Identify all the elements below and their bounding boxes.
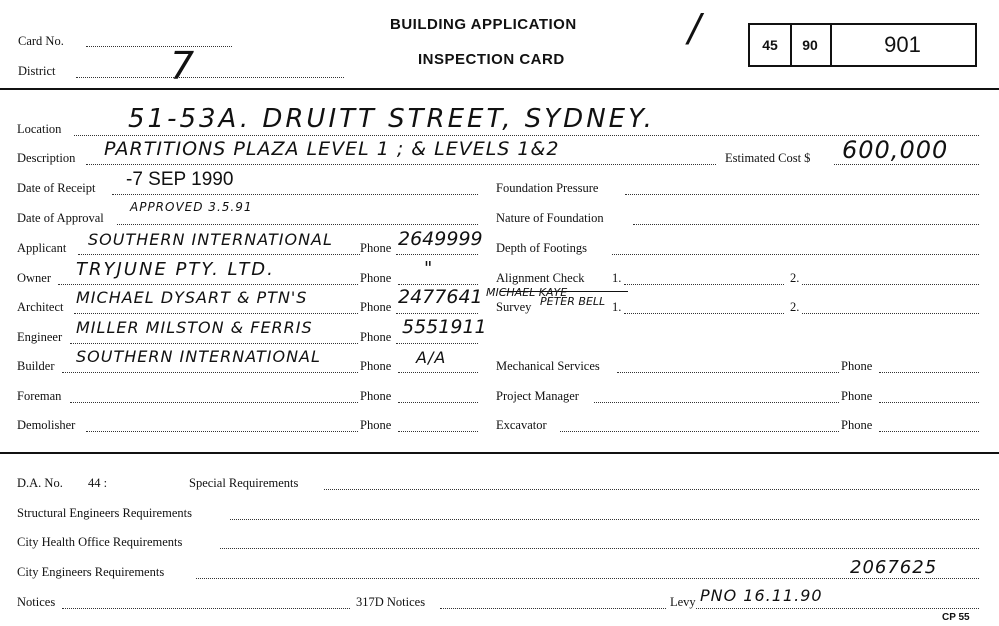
owner-phone-label: Phone bbox=[360, 271, 392, 285]
special-requirements-label: Special Requirements bbox=[189, 476, 299, 490]
survey-1: 1. bbox=[612, 300, 622, 314]
location-label: Location bbox=[17, 122, 62, 136]
city-health-label: City Health Office Requirements bbox=[17, 535, 183, 549]
demolisher-phone-label: Phone bbox=[360, 418, 392, 432]
architect-phone-label: Phone bbox=[360, 300, 392, 314]
foreman-dotted-line bbox=[70, 402, 358, 403]
builder-phone-label: Phone bbox=[360, 359, 392, 373]
date-of-receipt-dotted-line bbox=[112, 194, 478, 195]
foreman-label: Foreman bbox=[17, 389, 62, 403]
date-of-approval-value: APPROVED 3.5.91 bbox=[130, 200, 253, 214]
date-of-approval-label: Date of Approval bbox=[17, 211, 104, 225]
alignment-check-1: 1. bbox=[612, 271, 622, 285]
engineer-value: MILLER MILSTON & FERRIS bbox=[76, 318, 313, 337]
demolisher-label: Demolisher bbox=[17, 418, 76, 432]
card-no-dotted-line bbox=[86, 46, 232, 47]
architect-label: Architect bbox=[17, 300, 64, 314]
alignment-check-label: Alignment Check bbox=[496, 271, 585, 285]
notices-317d-label: 317D Notices bbox=[356, 595, 426, 609]
builder-value: SOUTHERN INTERNATIONAL bbox=[76, 347, 321, 366]
survey-1-dotted-line bbox=[624, 313, 784, 314]
builder-phone-dotted-line bbox=[398, 372, 478, 373]
estimated-cost-value: 600,000 bbox=[842, 136, 949, 164]
location-value: 51-53A. DRUITT STREET, SYDNEY. bbox=[128, 104, 655, 134]
form-code: CP 55 bbox=[942, 612, 970, 623]
applicant-phone-dotted-line bbox=[396, 254, 478, 255]
section-divider bbox=[0, 452, 999, 454]
city-engineers-label: City Engineers Requirements bbox=[17, 565, 165, 579]
mechanical-services-phone-dotted-line bbox=[879, 372, 979, 373]
excavator-phone-label: Phone bbox=[841, 418, 873, 432]
card-no-label: Card No. bbox=[18, 34, 64, 48]
notices-label: Notices bbox=[17, 595, 56, 609]
da-no-value: 44 : bbox=[88, 476, 108, 490]
district-label: District bbox=[18, 64, 56, 78]
estimated-cost-dotted-line bbox=[834, 164, 979, 165]
alignment-check-2-dotted-line bbox=[802, 284, 979, 285]
owner-value: TRYJUNE PTY. LTD. bbox=[76, 259, 275, 280]
demolisher-dotted-line bbox=[86, 431, 358, 432]
builder-dotted-line bbox=[62, 372, 358, 373]
structural-engineers-label: Structural Engineers Requirements bbox=[17, 506, 192, 520]
description-value: PARTITIONS PLAZA LEVEL 1 ; & LEVELS 1&2 bbox=[104, 138, 560, 160]
title-line-2: INSPECTION CARD bbox=[418, 51, 565, 68]
engineer-phone-value: 5551911 bbox=[402, 316, 487, 338]
demolisher-phone-dotted-line bbox=[398, 431, 478, 432]
applicant-phone-label: Phone bbox=[360, 241, 392, 255]
depth-of-footings-dotted-line bbox=[612, 254, 979, 255]
engineer-phone-label: Phone bbox=[360, 330, 392, 344]
owner-phone-dotted-line bbox=[398, 284, 478, 285]
applicant-phone-value: 2649999 bbox=[398, 228, 483, 250]
excavator-label: Excavator bbox=[496, 418, 547, 432]
mechanical-services-label: Mechanical Services bbox=[496, 359, 600, 373]
city-health-dotted-line bbox=[220, 548, 979, 549]
project-manager-label: Project Manager bbox=[496, 389, 579, 403]
header-divider bbox=[0, 88, 999, 90]
applicant-dotted-line bbox=[78, 254, 360, 255]
title-line-1: BUILDING APPLICATION bbox=[390, 16, 577, 33]
project-manager-phone-dotted-line bbox=[879, 402, 979, 403]
applicant-label: Applicant bbox=[17, 241, 67, 255]
engineer-label: Engineer bbox=[17, 330, 63, 344]
foreman-phone-label: Phone bbox=[360, 389, 392, 403]
project-manager-phone-label: Phone bbox=[841, 389, 873, 403]
card-number-cell-b: 90 bbox=[790, 25, 832, 65]
survey-label: Survey bbox=[496, 300, 532, 314]
da-no-label: D.A. No. bbox=[17, 476, 63, 490]
owner-dotted-line bbox=[58, 284, 358, 285]
estimated-cost-label: Estimated Cost $ bbox=[725, 151, 811, 165]
survey-2: 2. bbox=[790, 300, 800, 314]
applicant-value: SOUTHERN INTERNATIONAL bbox=[88, 230, 333, 249]
district-value: 7 bbox=[170, 44, 196, 88]
notices-dotted-line bbox=[62, 608, 350, 609]
card-number-cell-a: 45 bbox=[750, 25, 792, 65]
builder-phone-value: A/A bbox=[416, 348, 447, 367]
levy-dotted-line bbox=[696, 608, 979, 609]
nature-of-foundation-label: Nature of Foundation bbox=[496, 211, 604, 225]
foundation-pressure-dotted-line bbox=[625, 194, 979, 195]
mechanical-services-dotted-line bbox=[617, 372, 839, 373]
survey-strike-line bbox=[500, 291, 628, 292]
depth-of-footings-label: Depth of Footings bbox=[496, 241, 587, 255]
mechanical-services-phone-label: Phone bbox=[841, 359, 873, 373]
survey-struck-name: MICHAEL KAYE bbox=[486, 286, 568, 299]
alignment-check-2: 2. bbox=[790, 271, 800, 285]
notices-317d-dotted-line bbox=[440, 608, 666, 609]
city-engineers-value: 2067625 bbox=[850, 557, 938, 578]
description-label: Description bbox=[17, 151, 76, 165]
project-manager-dotted-line bbox=[594, 402, 839, 403]
date-of-receipt-value: -7 SEP 1990 bbox=[126, 169, 234, 190]
check-mark: / bbox=[688, 6, 702, 50]
alignment-check-1-dotted-line bbox=[624, 284, 784, 285]
owner-label: Owner bbox=[17, 271, 52, 285]
excavator-phone-dotted-line bbox=[879, 431, 979, 432]
structural-engineers-dotted-line bbox=[230, 519, 979, 520]
date-of-receipt-label: Date of Receipt bbox=[17, 181, 96, 195]
builder-label: Builder bbox=[17, 359, 55, 373]
survey-2-dotted-line bbox=[802, 313, 979, 314]
architect-phone-dotted-line bbox=[396, 313, 478, 314]
description-dotted-line bbox=[86, 164, 716, 165]
card-number-box bbox=[748, 23, 977, 67]
excavator-dotted-line bbox=[560, 431, 839, 432]
architect-phone-value: 2477641 bbox=[398, 286, 483, 308]
survey-name: PETER BELL bbox=[540, 295, 606, 308]
architect-dotted-line bbox=[74, 313, 358, 314]
owner-phone-value: " bbox=[424, 258, 434, 279]
architect-value: MICHAEL DYSART & PTN'S bbox=[76, 288, 308, 307]
levy-label: Levy bbox=[670, 595, 696, 609]
district-dotted-line bbox=[76, 77, 344, 78]
special-requirements-dotted-line bbox=[324, 489, 979, 490]
engineer-dotted-line bbox=[70, 343, 358, 344]
nature-of-foundation-dotted-line bbox=[633, 224, 979, 225]
engineer-phone-dotted-line bbox=[396, 343, 478, 344]
card-number-cell-c: 901 bbox=[884, 32, 921, 57]
foreman-phone-dotted-line bbox=[398, 402, 478, 403]
city-engineers-dotted-line bbox=[196, 578, 979, 579]
foundation-pressure-label: Foundation Pressure bbox=[496, 181, 599, 195]
levy-value: PNO 16.11.90 bbox=[700, 586, 823, 605]
date-of-approval-dotted-line bbox=[117, 224, 478, 225]
